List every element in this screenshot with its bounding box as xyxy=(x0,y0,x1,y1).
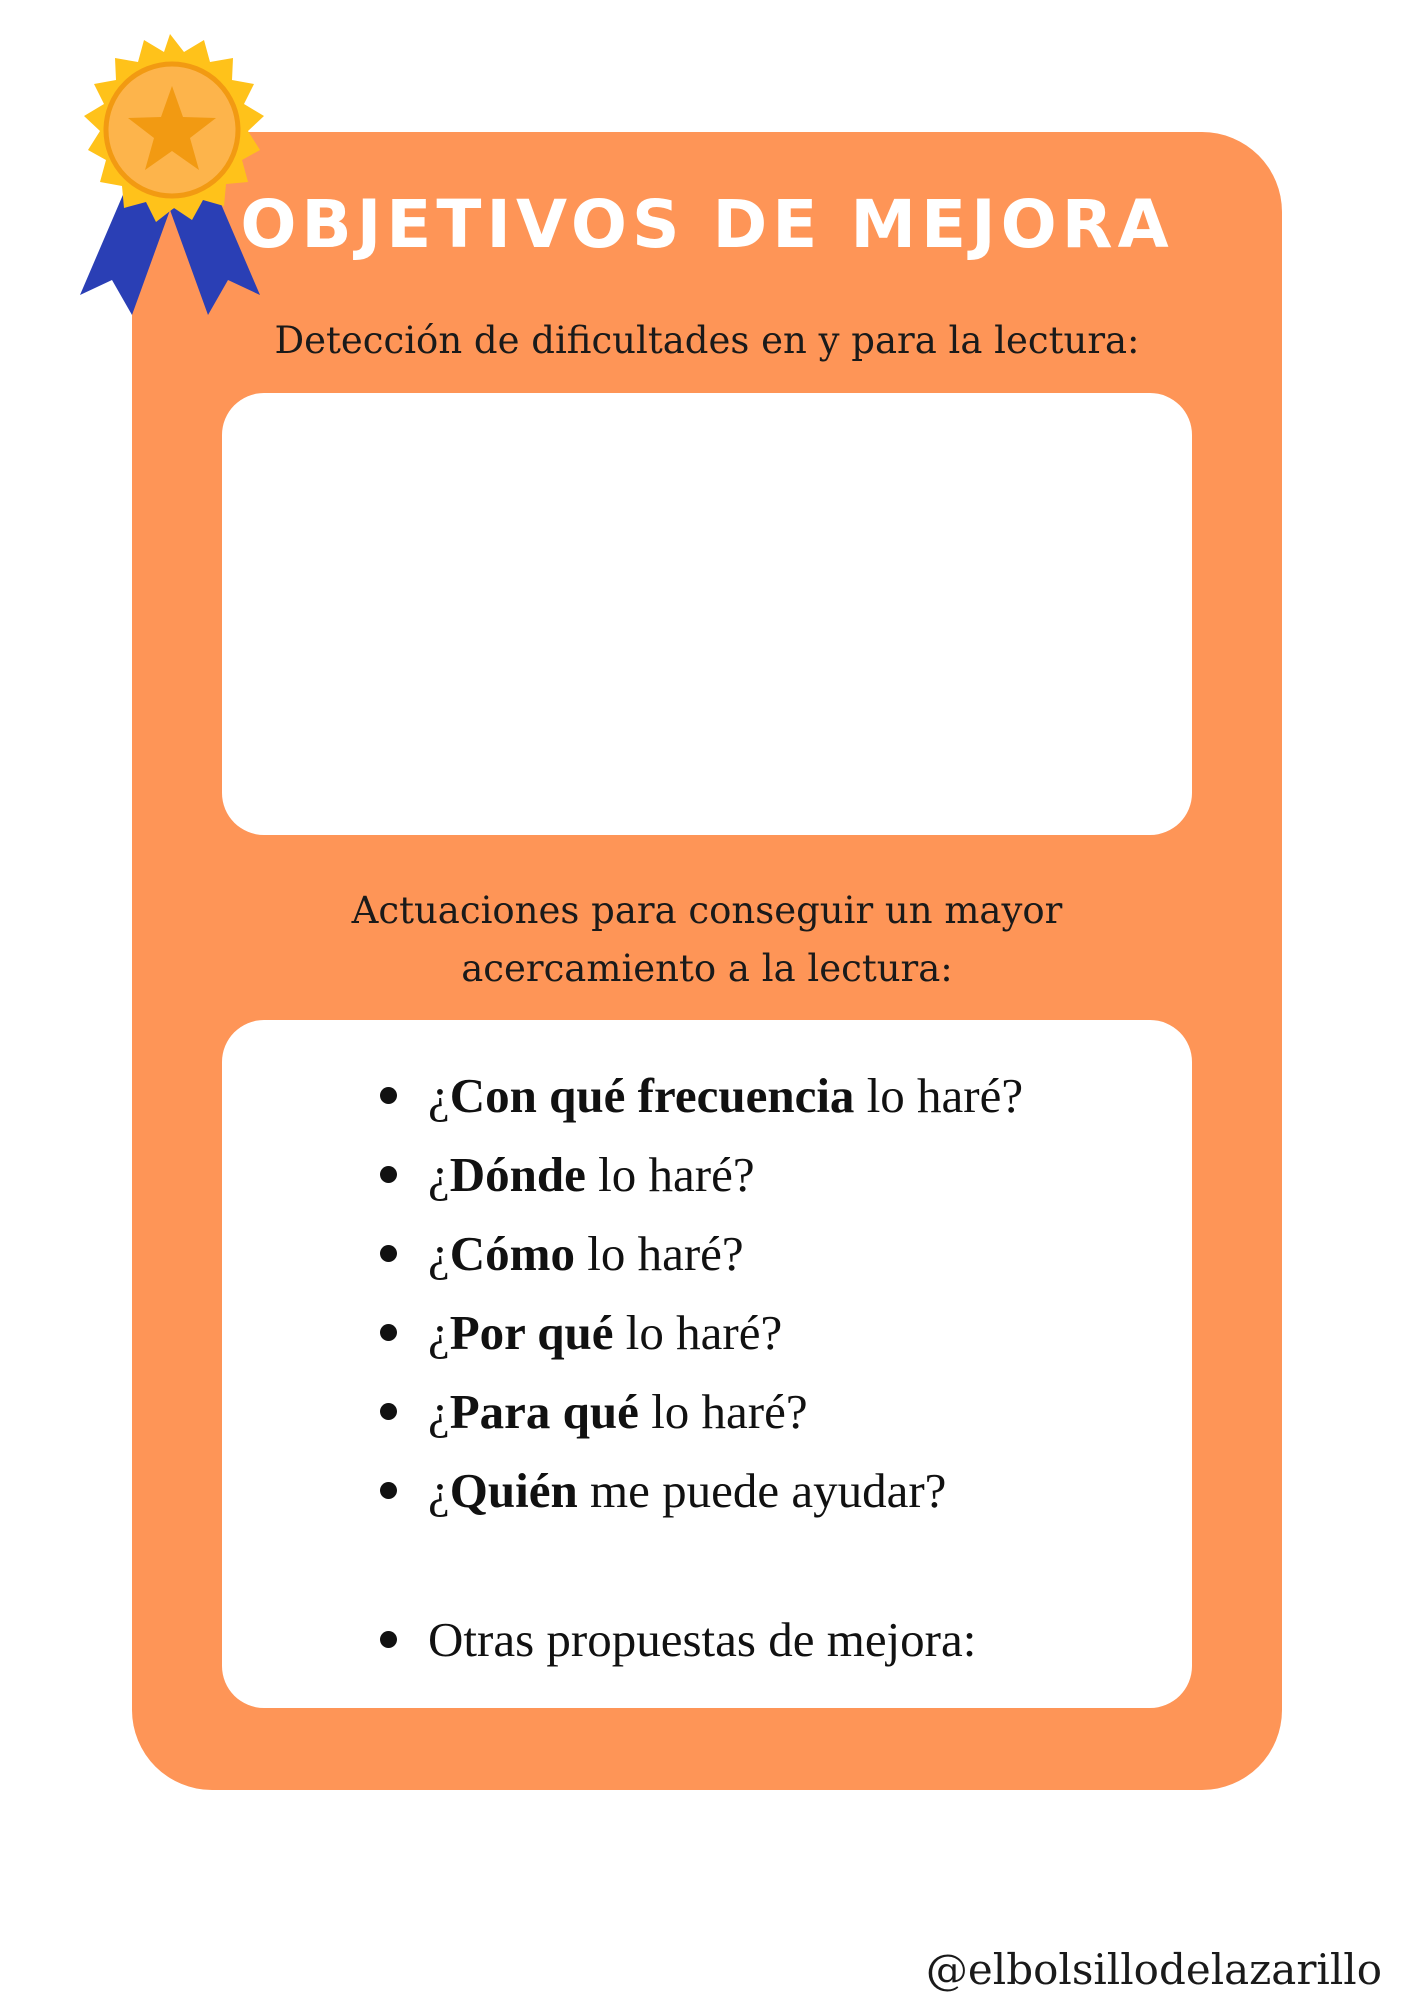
bullet-icon xyxy=(380,1482,397,1499)
question-bold: Para qué xyxy=(449,1384,639,1439)
bullet-icon xyxy=(380,1403,397,1420)
section-heading-difficulties: Detección de dificultades en y para la lectura: xyxy=(274,319,1140,362)
author-handle: @elbolsillodelazarillo xyxy=(925,1945,1382,1994)
question-open-mark: ¿ xyxy=(428,1226,450,1281)
list-item xyxy=(428,1451,1023,1530)
bullet-icon xyxy=(380,1631,397,1648)
page-title: OBJETIVOS DE MEJORA xyxy=(240,186,1174,263)
bullet-icon xyxy=(380,1166,397,1183)
question-bold: Por qué xyxy=(449,1305,614,1360)
section-heading-actions-line1: Actuaciones para conseguir un mayor xyxy=(351,889,1063,932)
list-item xyxy=(428,1372,1023,1451)
award-medal-icon xyxy=(60,30,280,320)
question-open-mark: ¿ xyxy=(428,1305,450,1360)
section-heading-actions xyxy=(132,882,1282,998)
questions-list xyxy=(428,1056,1023,1530)
question-open-mark: ¿ xyxy=(428,1147,450,1202)
question-open-mark: ¿ xyxy=(428,1068,450,1123)
difficulties-writing-box[interactable] xyxy=(222,393,1192,835)
question-open-mark: ¿ xyxy=(428,1463,450,1518)
question-rest: me puede ayudar? xyxy=(577,1463,947,1518)
question-bold: Quién xyxy=(449,1463,578,1518)
list-item xyxy=(428,1214,1023,1293)
question-rest: lo haré? xyxy=(574,1226,744,1281)
other-proposals-label: Otras propuestas de mejora: xyxy=(428,1612,977,1667)
question-bold: Dónde xyxy=(449,1147,586,1202)
other-proposals-item xyxy=(428,1600,976,1679)
bullet-icon xyxy=(380,1245,397,1262)
question-rest: lo haré? xyxy=(638,1384,808,1439)
bullet-icon xyxy=(380,1087,397,1104)
bullet-icon xyxy=(380,1324,397,1341)
question-rest: lo haré? xyxy=(613,1305,783,1360)
question-rest: lo haré? xyxy=(854,1068,1024,1123)
list-item xyxy=(428,1293,1023,1372)
list-item xyxy=(428,1135,1023,1214)
question-open-mark: ¿ xyxy=(428,1384,450,1439)
section-heading-actions-line2: acercamiento a la lectura: xyxy=(461,947,953,990)
list-item xyxy=(428,1056,1023,1135)
question-bold: Con qué frecuencia xyxy=(449,1068,855,1123)
question-bold: Cómo xyxy=(449,1226,575,1281)
question-rest: lo haré? xyxy=(585,1147,755,1202)
